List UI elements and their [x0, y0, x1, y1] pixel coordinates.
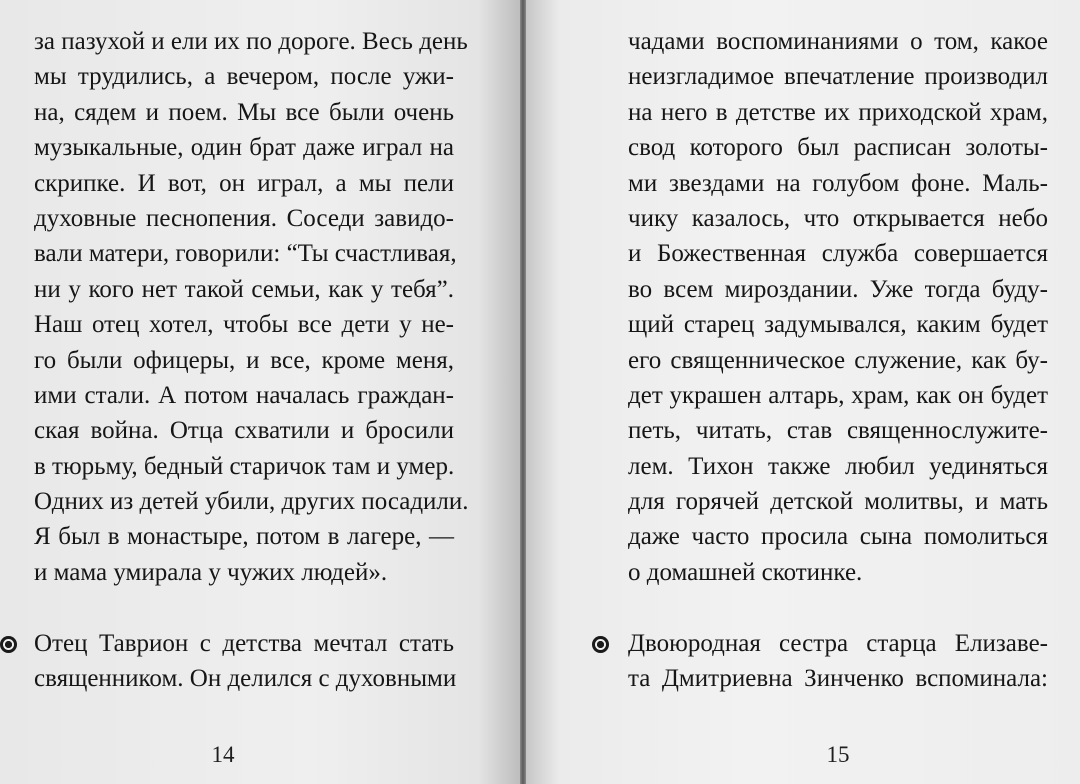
- text-line: и Божественная служба совершается: [628, 240, 1048, 268]
- left-paragraph-1: [34, 24, 469, 590]
- text-line: о домашней скотинке.: [628, 558, 863, 586]
- text-line: щий старец задумывался, каким будет: [628, 311, 1048, 339]
- text-line: свод которого был расписан золоты-: [628, 134, 1048, 162]
- text-line: чадами воспоминаниями о том, какое: [628, 28, 1048, 55]
- text-line: чику казалось, что открывается небо: [628, 204, 1048, 232]
- text-line: за пазухой и ели их по дороге. Весь день: [34, 28, 468, 55]
- page-number-right: 15: [826, 742, 850, 767]
- text-line: его священническое служение, как бу-: [628, 346, 1048, 374]
- text-line: Отец Таврион с детства мечтал стать: [34, 630, 454, 657]
- text-line: петь, читать, став священнослужите-: [628, 417, 1048, 445]
- flower-bullet-icon: [592, 636, 609, 653]
- text-line: Двоюродная сестра старца Елизаве-: [628, 630, 1048, 657]
- text-line: духовные песнопения. Соседи завидо-: [34, 204, 454, 232]
- right-page: [526, 0, 1080, 784]
- right-paragraph-1: [628, 24, 1048, 590]
- text-line: дет украшен алтарь, храм, как он будет: [628, 381, 1048, 409]
- text-line: мы трудились, а вечером, после ужи-: [34, 63, 454, 91]
- text-line: ми звездами на голубом фоне. Маль-: [628, 169, 1048, 197]
- page-number-left: 14: [211, 742, 235, 767]
- text-line: во всем мироздании. Уже тогда буду-: [628, 275, 1048, 303]
- text-line: ни у кого нет такой семьи, как у тебя”.: [34, 275, 454, 303]
- left-page: [0, 0, 520, 784]
- text-line: на него в детстве их приходской храм,: [628, 98, 1048, 126]
- text-line: ская война. Отца схватили и бросили: [34, 417, 454, 445]
- text-line: на, сядем и поем. Мы все были очень: [34, 98, 454, 126]
- text-line: та Дмитриевна Зинченко вспоминала:: [628, 665, 1048, 693]
- text-line: лем. Тихон также любил уединяться: [628, 452, 1048, 480]
- text-line: Одних из детей убили, других посадили.: [34, 488, 469, 516]
- text-line: скрипке. И вот, он играл, а мы пели: [34, 169, 454, 197]
- text-line: и мама умирала у чужих людей».: [34, 558, 388, 586]
- flower-bullet-icon: [0, 636, 17, 653]
- text-line: в тюрьму, бедный старичок там и умер.: [34, 452, 455, 480]
- text-line: для горячей детской молитвы, и мать: [628, 488, 1048, 516]
- text-line: го были офицеры, и все, кроме меня,: [34, 346, 454, 374]
- text-line: ими стали. А потом началась граждан-: [34, 381, 454, 409]
- text-line: священником. Он делился с духовными: [34, 665, 457, 693]
- left-paragraph-2: [34, 626, 457, 697]
- text-line: Я был в монастыре, потом в лагере, —: [34, 523, 454, 551]
- text-line: Наш отец хотел, чтобы все дети у не-: [34, 311, 454, 339]
- text-line: даже часто просила сына помолиться: [628, 523, 1048, 551]
- text-line: музыкальные, один брат даже играл на: [34, 134, 454, 162]
- text-line: неизгладимое впечатление производил: [628, 63, 1048, 91]
- right-paragraph-2: [628, 626, 1048, 697]
- text-line: вали матери, говорили: “Ты счастливая,: [34, 240, 457, 268]
